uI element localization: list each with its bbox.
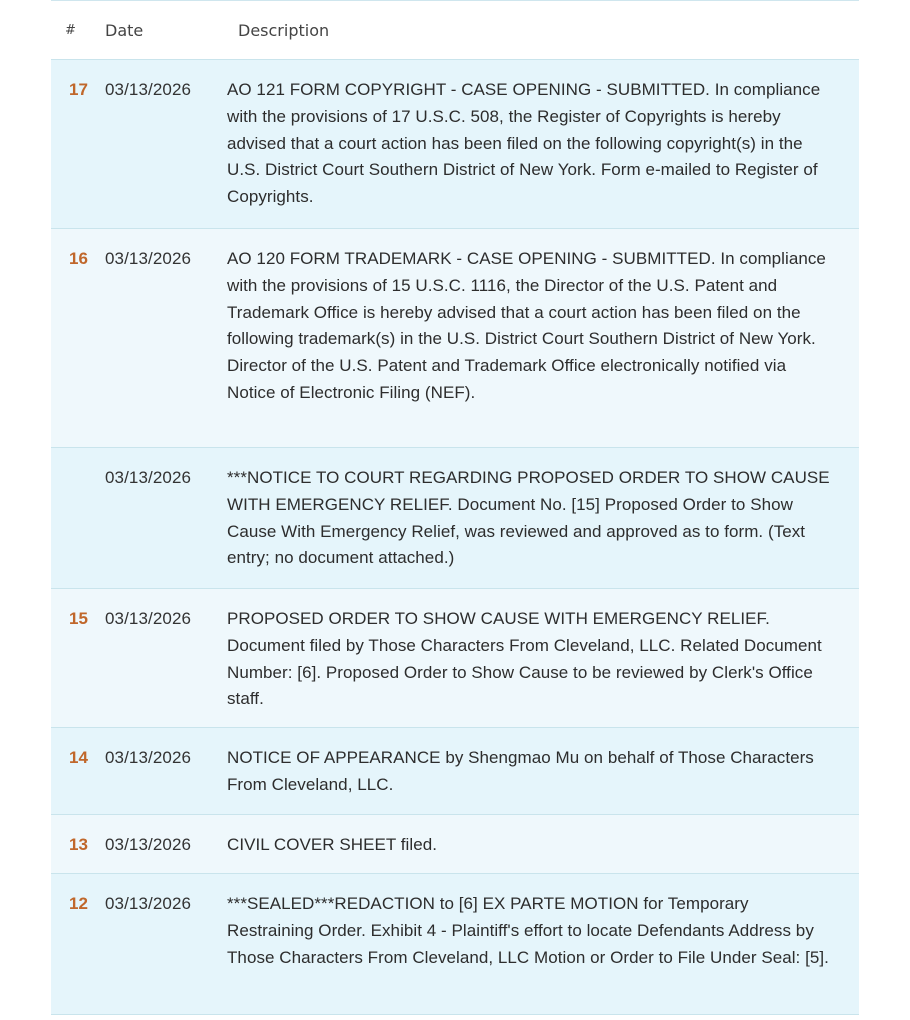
column-header-number: # xyxy=(65,22,76,38)
entry-description: AO 120 FORM TRADEMARK - CASE OPENING - SUBMITTED. In compliance with the provisions of 15 U.S.C. 1116, the Director of the U.S. Patent and Trademark Office is hereby advised that a court action has been filed on the following trademark(s) in the U.S. District Court Southern District of New York. Director of the U.S. Patent and Trademark Office electronically notified via Notice of Electronic Filing (NEF). xyxy=(227,249,826,402)
entry-date: 03/13/2026 xyxy=(105,468,192,487)
entry-date: 03/13/2026 xyxy=(105,609,192,628)
entry-date: 03/13/2026 xyxy=(105,835,192,854)
docket-header xyxy=(51,1,859,60)
entry-description: ***SEALED***REDACTION to [6] EX PARTE MOTION for Temporary Restraining Order. Exhibit 4 - Plaintiff's effort to locate Defendants Address by Those Characters From Cleveland, LLC Motion or Order to File Under Seal: [5]. xyxy=(227,894,829,967)
entry-date: 03/13/2026 xyxy=(105,748,192,767)
column-header-description: Description xyxy=(238,20,330,40)
docket-entry-15 xyxy=(51,589,859,728)
entry-number[interactable]: 13 xyxy=(69,835,88,854)
entry-date: 03/13/2026 xyxy=(105,894,192,913)
docket-entry-16 xyxy=(51,229,859,448)
docket-entry-17 xyxy=(51,60,859,229)
entry-date: 03/13/2026 xyxy=(105,249,192,268)
docket-entry-14 xyxy=(51,728,859,815)
entry-date: 03/13/2026 xyxy=(105,80,192,99)
docket-entry-12 xyxy=(51,874,859,1015)
entry-number[interactable]: 15 xyxy=(69,609,88,628)
entry-description: CIVIL COVER SHEET filed. xyxy=(227,835,437,854)
column-header-date: Date xyxy=(105,20,144,40)
entry-description: ***NOTICE TO COURT REGARDING PROPOSED ORDER TO SHOW CAUSE WITH EMERGENCY RELIEF. Document No. [15] Proposed Order to Show Cause With Emergency Relief, was reviewed and approved as to form. (Text entry; no document attached.) xyxy=(227,468,830,568)
docket-entry-13 xyxy=(51,815,859,874)
docket-entry-notice xyxy=(51,448,859,589)
entry-number[interactable]: 17 xyxy=(69,80,88,99)
entry-number[interactable]: 12 xyxy=(69,894,88,913)
entry-description: NOTICE OF APPEARANCE by Shengmao Mu on behalf of Those Characters From Cleveland, LLC. xyxy=(227,748,814,794)
entry-number[interactable]: 14 xyxy=(69,748,88,767)
docket-table xyxy=(51,0,859,1015)
entry-description: AO 121 FORM COPYRIGHT - CASE OPENING - SUBMITTED. In compliance with the provisions of 17 U.S.C. 508, the Register of Copyrights is hereby advised that a court action has been filed on the following copyright(s) in the U.S. District Court Southern District of New York. Form e-mailed to Register of Copyrights. xyxy=(227,80,821,207)
entry-number[interactable]: 16 xyxy=(69,249,88,268)
entry-description: PROPOSED ORDER TO SHOW CAUSE WITH EMERGENCY RELIEF. Document filed by Those Characters From Cleveland, LLC. Related Document Number: [6]. Proposed Order to Show Cause to be reviewed by Clerk's Office staff. xyxy=(227,609,822,709)
